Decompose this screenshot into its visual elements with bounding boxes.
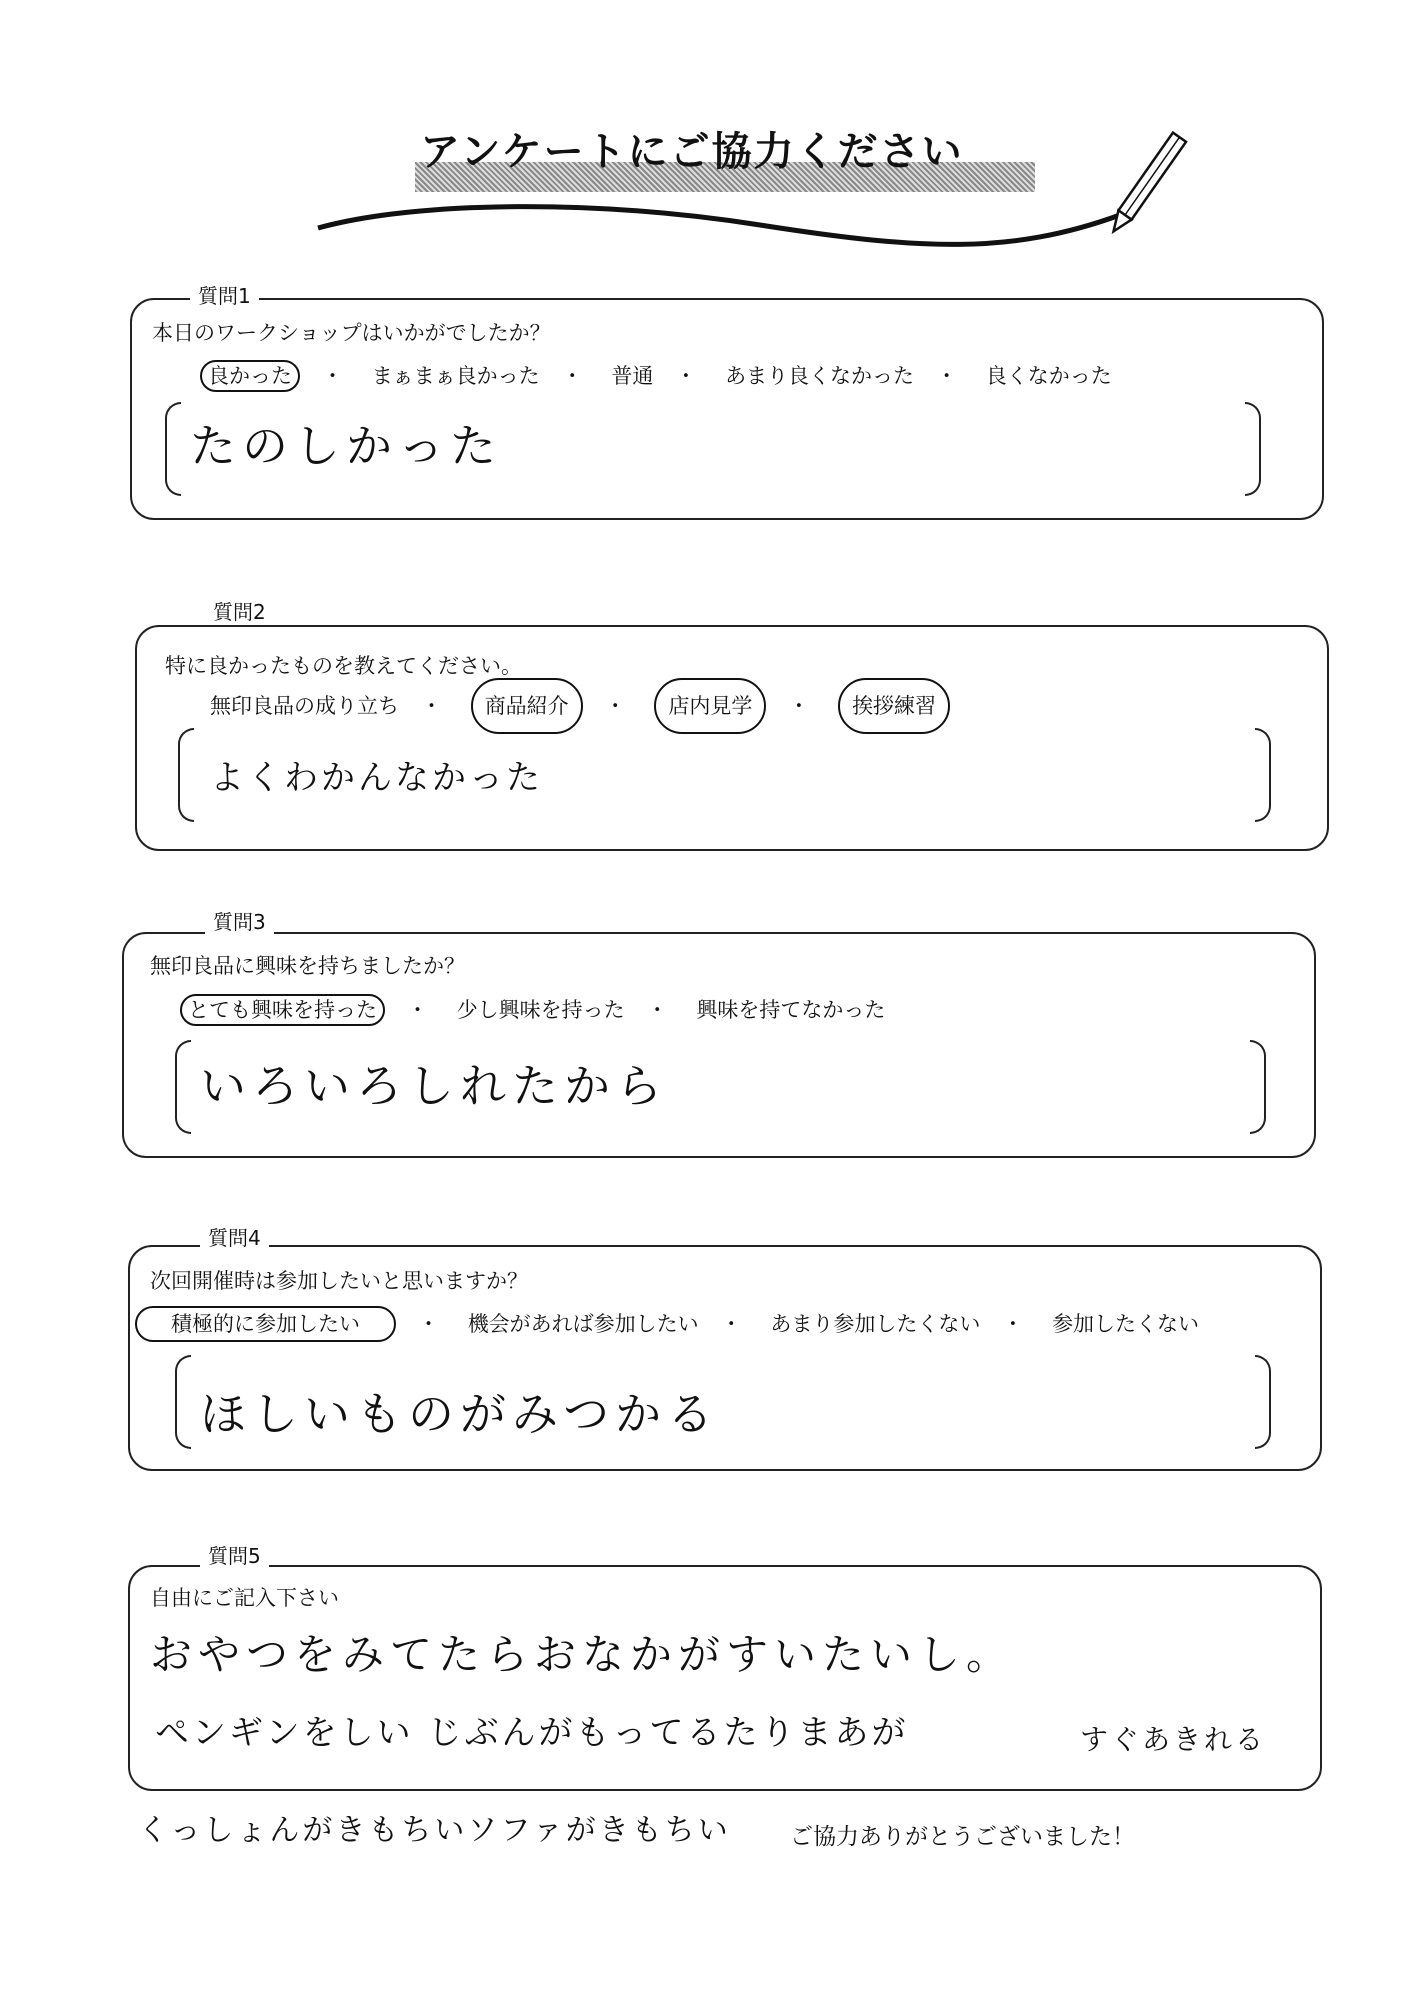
question-1-options: 良かった ・ まぁまぁ良かった ・ 普通 ・ あまり良くなかった ・ 良くなかった — [200, 360, 1112, 390]
bracket-right — [1245, 402, 1261, 496]
page-title: アンケートにご協力ください — [420, 129, 964, 175]
question-5-answer-line-3: くっしょんがきもちいソファがきもちい — [138, 1813, 731, 1848]
question-5-label: 質問5 — [200, 1540, 269, 1569]
question-4-text: 次回開催時は参加したいと思いますか？ — [150, 1269, 528, 1293]
question-3-text: 無印良品に興味を持ちましたか？ — [150, 954, 465, 978]
question-4-label: 質問4 — [200, 1222, 269, 1251]
question-2-label: 質問2 — [205, 596, 274, 625]
question-2-options: 無印良品の成り立ち ・ 商品紹介 ・ 店内見学 ・ 挨拶練習 — [210, 690, 950, 720]
question-5-answer-line-2: ペンギンをしい じぶんがもってるたりまあが — [155, 1713, 909, 1753]
bracket-left — [175, 1040, 191, 1134]
question-3-options: とても興味を持った ・ 少し興味を持った ・ 興味を持てなかった — [180, 994, 885, 1024]
option-bad[interactable]: 良くなかった — [985, 364, 1112, 388]
question-4-answer: ほしいものがみつかる — [200, 1387, 720, 1441]
bracket-left — [175, 1355, 191, 1449]
option-rather-not[interactable]: あまり参加したくない — [770, 1312, 981, 1336]
question-5-answer-line-2b: すぐあきれる — [1080, 1723, 1267, 1756]
question-3-label: 質問3 — [205, 906, 274, 935]
question-2-text: 特に良かったものを教えてください。 — [165, 654, 522, 678]
bracket-left — [178, 728, 194, 822]
question-2-answer: よくわかんなかった — [210, 758, 543, 798]
option-actively-participate[interactable]: 積極的に参加したい — [135, 1306, 396, 1342]
option-good[interactable]: 良かった — [200, 360, 300, 392]
thanks-message: ご協力ありがとうございました！ — [790, 1824, 1135, 1850]
bracket-right — [1255, 728, 1271, 822]
option-average[interactable]: 普通 — [611, 364, 654, 388]
option-product-intro[interactable]: 商品紹介 — [471, 678, 583, 734]
bracket-right — [1255, 1355, 1271, 1449]
question-1-answer: たのしかった — [190, 419, 502, 473]
question-3-answer: いろいろしれたから — [200, 1059, 668, 1113]
option-store-tour[interactable]: 店内見学 — [654, 678, 766, 734]
question-5-answer-line-1: おやつをみてたらおなかがすいたいし。 — [150, 1630, 1015, 1679]
option-not-participate[interactable]: 参加したくない — [1052, 1312, 1200, 1336]
option-very-interested[interactable]: とても興味を持った — [180, 994, 385, 1026]
bracket-left — [165, 402, 181, 496]
option-muji-origin[interactable]: 無印良品の成り立ち — [210, 694, 399, 718]
question-5-text: 自由にご記入下さい — [150, 1586, 339, 1610]
option-not-so-good[interactable]: あまり良くなかった — [725, 364, 915, 388]
question-1-label: 質問1 — [190, 280, 259, 309]
option-participate-if-chance[interactable]: 機会があれば参加したい — [467, 1312, 699, 1336]
question-4-options: 積極的に参加したい ・ 機会があれば参加したい ・ あまり参加したくない ・ 参加したくない — [135, 1308, 1199, 1338]
option-slightly-interested[interactable]: 少し興味を持った — [456, 998, 625, 1022]
option-somewhat-good[interactable]: まぁまぁ良かった — [371, 364, 540, 388]
pencil-icon — [1107, 133, 1186, 236]
bracket-right — [1250, 1040, 1266, 1134]
option-not-interested[interactable]: 興味を持てなかった — [696, 998, 886, 1022]
question-1-text: 本日のワークショップはいかがでしたか？ — [152, 321, 551, 345]
option-greeting-practice[interactable]: 挨拶練習 — [838, 678, 950, 734]
